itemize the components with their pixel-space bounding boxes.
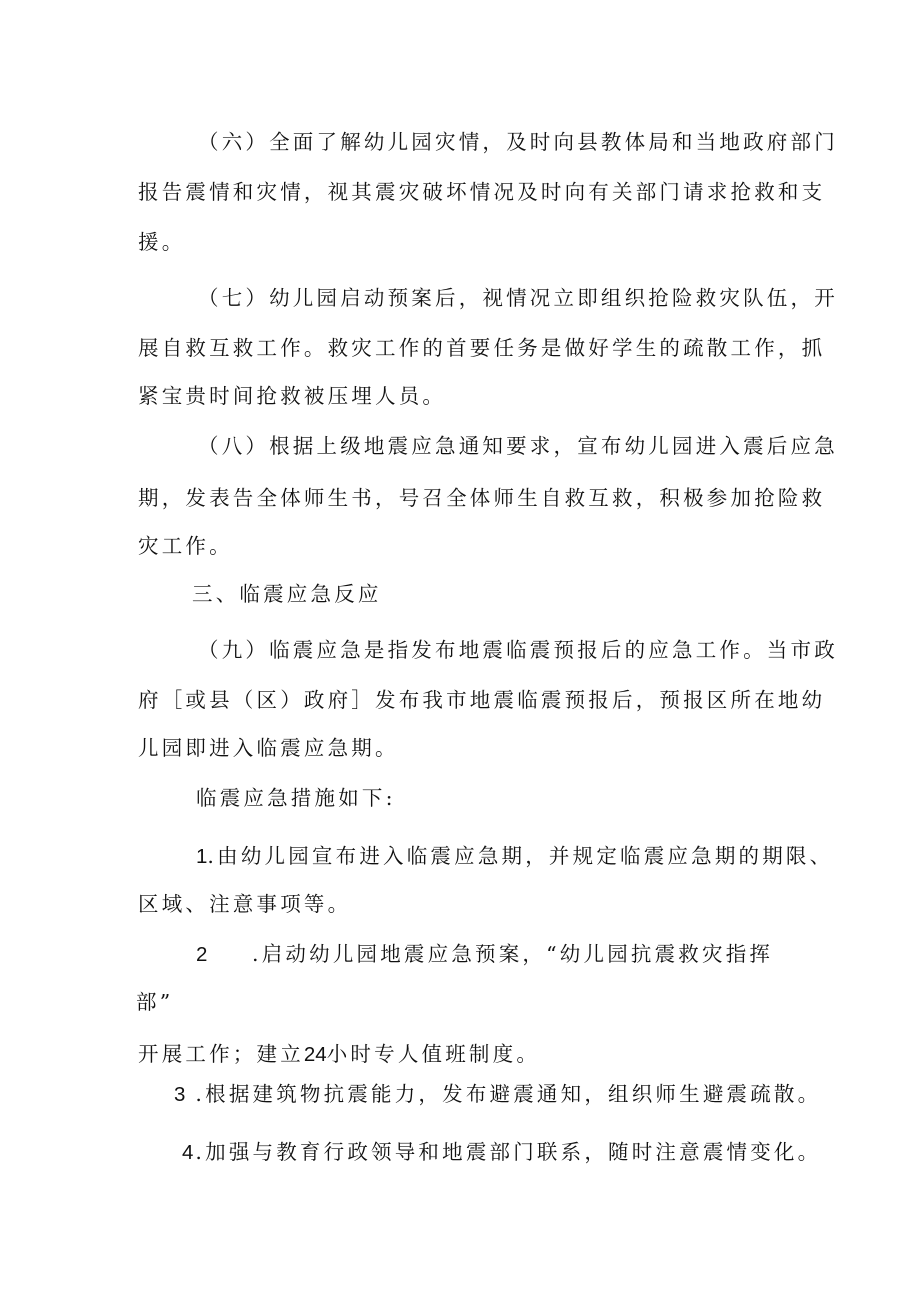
- measures-intro: 临震应急措施如下:: [196, 786, 396, 810]
- item3-text: .根据建筑物抗震能力，发布避震通知，组织师生避震疏散。: [195, 1082, 822, 1106]
- item4-line: [182, 1138, 821, 1167]
- item2-line2: 部”: [136, 990, 174, 1014]
- p7-line3: 紧宝贵时间抢救被压埋人员。: [138, 384, 447, 408]
- p7-line1: （七）幼儿园启动预案后，视情况立即组织抢险救灾队伍，开: [198, 286, 838, 310]
- item1-number: 1: [196, 845, 208, 868]
- p6-line3: 援。: [138, 230, 186, 254]
- p8-line1: （八）根据上级地震应急通知要求，宣布幼儿园进入震后应急: [198, 434, 838, 458]
- item3-number: 3: [174, 1083, 186, 1106]
- item2-line3-pre: 开展工作；建立: [138, 1042, 304, 1066]
- p9-line3: 儿园即进入临震应急期。: [138, 736, 399, 760]
- item2-line3-post: 小时专人值班制度。: [326, 1042, 541, 1066]
- item1-line2: 区域、注意事项等。: [138, 892, 352, 916]
- item4-text: .加强与教育行政领导和地震部门联系，随时注意震情变化。: [195, 1140, 822, 1164]
- p8-line2: 期，发表告全体师生书，号召全体师生自救互救，积极参加抢险救: [138, 486, 826, 510]
- item2-hours: 24: [303, 1043, 327, 1066]
- item2-line1: .启动幼儿园地震应急预案，“幼儿园抗震救灾指挥: [252, 942, 774, 966]
- section-heading: 三、临震应急反应: [192, 582, 382, 606]
- p8-line3: 灾工作。: [138, 534, 233, 558]
- p6-line2: 报告震情和灾情，视其震灾破坏情况及时向有关部门请求抢救和支: [138, 180, 826, 204]
- item2-line3: [138, 1040, 540, 1069]
- item4-number: 4: [182, 1141, 194, 1164]
- p9-line1: （九）临震应急是指发布地震临震预报后的应急工作。当市政: [198, 638, 838, 662]
- item3-line: [174, 1080, 821, 1109]
- p7-line2: 展自救互救工作。救灾工作的首要任务是做好学生的疏散工作，抓: [138, 336, 826, 360]
- item1-line1: [196, 842, 833, 871]
- p9-line2: 府［或县（区）政府］发布我市地震临震预报后，预报区所在地幼: [138, 688, 826, 712]
- item2-number: 2: [196, 943, 208, 966]
- item1-text: .由幼儿园宣布进入临震应急期，并规定临震应急期的期限、: [207, 844, 834, 868]
- p6-line1: （六）全面了解幼儿园灾情，及时向县教体局和当地政府部门: [198, 130, 838, 154]
